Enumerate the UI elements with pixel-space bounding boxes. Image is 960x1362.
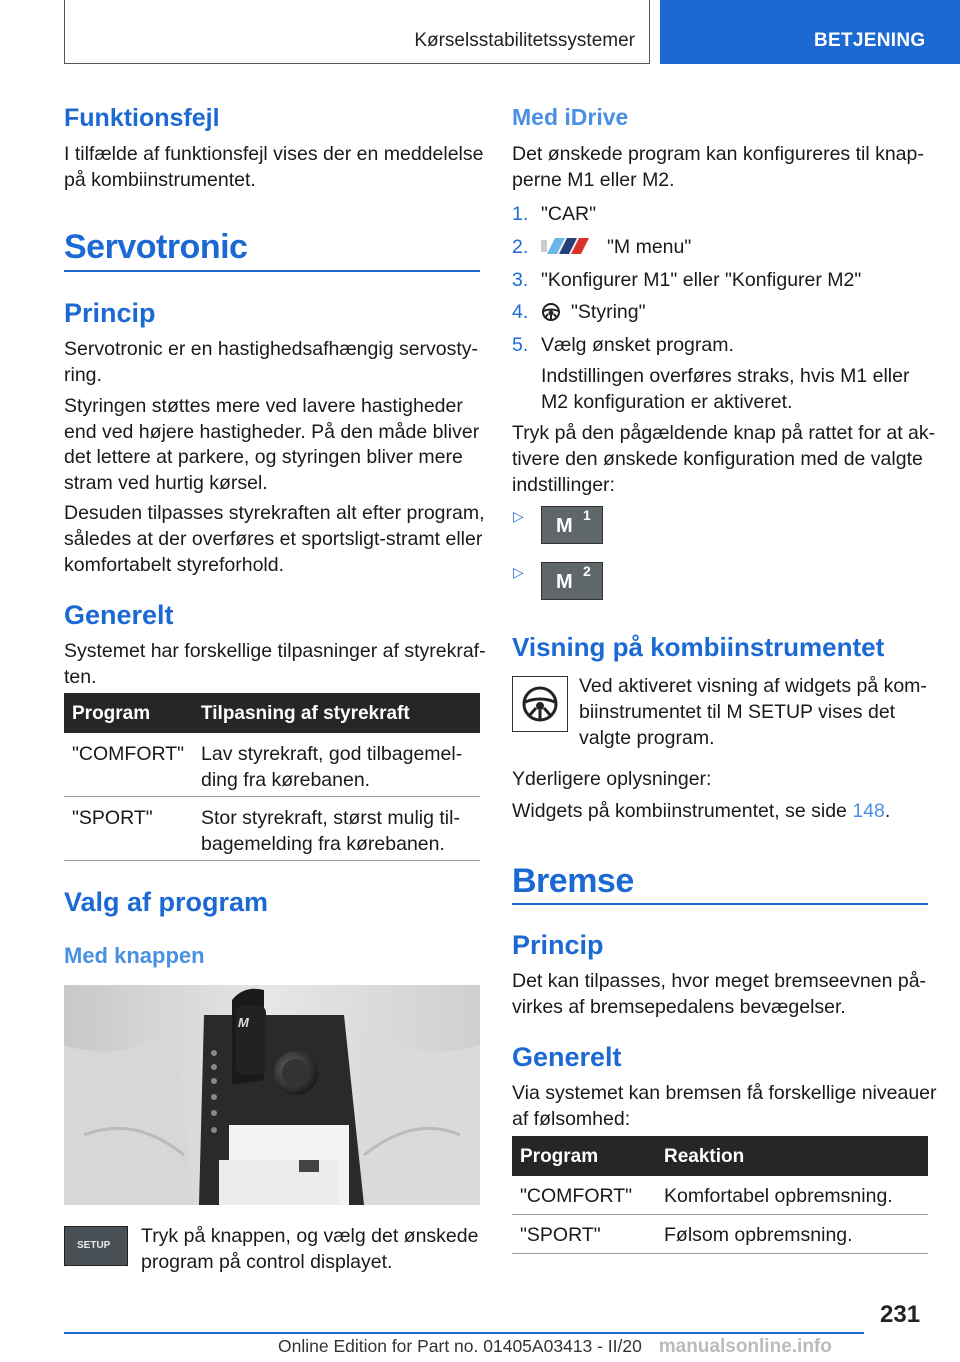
med-knappen-subheading: Med knappen <box>64 943 205 968</box>
table-header <box>64 693 480 733</box>
table-header <box>512 1136 928 1176</box>
m1-button-number: 1 <box>583 507 591 523</box>
step-text: "Konfigurer M1" eller "Konfigurer M2" <box>541 269 862 291</box>
styrekraft-table <box>64 693 480 861</box>
funktionsfejl-heading: Funktionsfejl <box>64 104 220 132</box>
setup-text: Tryk på knappen, og vælg det ønskede <box>141 1225 479 1247</box>
servotronic-heading: Servotronic <box>64 228 248 266</box>
table-row <box>512 1176 928 1215</box>
generelt-text: Systemet har forskellige tilpasninger af styrekraf- <box>64 640 486 662</box>
princip-text: Styringen støttes mere ved lavere hastigheder <box>64 395 463 417</box>
visning-text: valgte program. <box>579 727 715 749</box>
step-number: 4. <box>512 301 529 323</box>
setup-button-label: SETUP <box>77 1240 111 1251</box>
table-cell-desc: Følsom opbremsning. <box>664 1224 853 1246</box>
princip-text: det lettere at parkere, og styringen bliver mere <box>64 446 463 468</box>
funktionsfejl-text-2: på kombiinstrumentet. <box>64 169 256 191</box>
setup-text: program på control displayet. <box>141 1251 393 1273</box>
header-chapter-tab <box>660 0 960 64</box>
steering-wheel-icon <box>541 302 561 322</box>
m1-button-icon <box>541 506 603 544</box>
princip-right-text: virkes af bremsepedalens bevægelser. <box>512 996 846 1018</box>
generelt-heading-left: Generelt <box>64 600 174 630</box>
footer-edition <box>278 1336 832 1358</box>
m2-button-letter: M <box>556 571 573 593</box>
footer-rule <box>64 1332 864 1334</box>
servotronic-rule <box>64 270 480 272</box>
step-number: 3. <box>512 269 529 291</box>
page-reference-text: Widgets på kombiinstrumentet, se side <box>512 800 853 822</box>
step-number: 1. <box>512 203 529 225</box>
idrive-after-text: indstillinger: <box>512 474 615 496</box>
m2-button-icon <box>541 562 603 600</box>
table-cell-desc: ding fra kørebanen. <box>201 769 371 791</box>
more-info-label: Yderligere oplysninger: <box>512 768 712 790</box>
table-header-cell: Program <box>72 703 151 724</box>
steering-wheel-display-icon <box>512 676 568 732</box>
table-cell-desc: bagemelding fra kørebanen. <box>201 833 445 855</box>
table-cell-program: "SPORT" <box>72 807 153 829</box>
visning-text: Ved aktiveret visning af widgets på kom- <box>579 675 927 697</box>
setup-button-icon <box>64 1226 128 1266</box>
table-cell-desc: Stor styrekraft, størst mulig til- <box>201 807 460 829</box>
header-section-title: Kørselsstabilitetssystemer <box>414 30 635 51</box>
center-console-photo <box>64 985 480 1205</box>
princip-text: ring. <box>64 364 102 386</box>
princip-text: stram ved hurtig kørsel. <box>64 472 268 494</box>
step-note: Indstillingen overføres straks, hvis M1 eller <box>541 365 910 387</box>
step-text: "M menu" <box>607 236 692 258</box>
visning-heading: Visning på kombiinstrumentet <box>512 632 885 662</box>
page-reference-end: . <box>884 800 891 822</box>
princip-heading-right: Princip <box>512 930 604 960</box>
bremse-heading: Bremse <box>512 862 634 900</box>
generelt-right-text: Via systemet kan bremsen få forskellige niveauer <box>512 1082 937 1104</box>
princip-heading-left: Princip <box>64 298 156 328</box>
idrive-heading: Med iDrive <box>512 104 629 130</box>
step-text: Vælg ønsket program. <box>541 334 734 356</box>
table-header-cell: Program <box>520 1146 599 1167</box>
princip-text: komfortabelt styreforhold. <box>64 554 285 576</box>
table-cell-desc: Lav styrekraft, god tilbagemel- <box>201 743 463 765</box>
table-header-cell: Reaktion <box>664 1146 745 1167</box>
generelt-text: ten. <box>64 666 97 688</box>
funktionsfejl-text-1: I tilfælde af funktionsfejl vises der en meddelelse <box>64 143 484 165</box>
princip-text: end ved højere hastigheder. På den måde bliver <box>64 421 480 443</box>
bremse-rule <box>512 903 928 905</box>
bullet-arrow: ▷ <box>513 508 524 524</box>
footer-edition-text: Online Edition for Part no. 01405A03413 - II/20 <box>278 1336 642 1356</box>
idrive-after-text: tivere den ønskede konfiguration med de valgte <box>512 448 923 470</box>
princip-text: Servotronic er en hastighedsafhængig servosty- <box>64 338 479 360</box>
page-number: 231 <box>880 1301 921 1328</box>
bullet-arrow: ▷ <box>513 564 524 580</box>
page-reference <box>512 798 890 824</box>
shifter-m-logo: M <box>238 1015 249 1030</box>
step-number: 2. <box>512 236 529 258</box>
step-number: 5. <box>512 334 529 356</box>
generelt-heading-right: Generelt <box>512 1042 622 1072</box>
table-cell-program: "COMFORT" <box>520 1185 633 1207</box>
table-header-cell: Tilpasning af styrekraft <box>201 703 410 724</box>
table-cell-program: "SPORT" <box>520 1224 601 1246</box>
idrive-text: perne M1 eller M2. <box>512 169 675 191</box>
visning-text: biinstrumentet til M SETUP vises det <box>579 701 896 723</box>
table-cell-desc: Komfortabel opbremsning. <box>664 1185 893 1207</box>
princip-text: Desuden tilpasses styrekraften alt efter program, <box>64 502 485 524</box>
step-note: M2 konfiguration er aktiveret. <box>541 391 793 413</box>
reaktion-table <box>512 1136 928 1254</box>
m-stripes-icon <box>541 238 597 254</box>
valg-heading: Valg af program <box>64 887 269 917</box>
m2-button-number: 2 <box>583 563 591 579</box>
step-text: "Styring" <box>571 301 646 323</box>
generelt-right-text: af følsomhed: <box>512 1108 631 1130</box>
footer-watermark: manualsonline.info <box>658 1336 832 1357</box>
header-section-box <box>64 0 650 64</box>
table-row <box>64 733 480 797</box>
step-text: "CAR" <box>541 203 597 225</box>
table-row <box>64 797 480 861</box>
idrive-after-text: Tryk på den pågældende knap på rattet for at ak- <box>512 422 936 444</box>
header-chapter-title: BETJENING <box>814 30 926 51</box>
table-cell-program: "COMFORT" <box>72 743 185 765</box>
idrive-text: Det ønskede program kan konfigureres til knap- <box>512 143 924 165</box>
table-row <box>512 1215 928 1254</box>
princip-text: således at der overføres et sportsligt-stramt eller <box>64 528 483 550</box>
m1-button-letter: M <box>556 515 573 537</box>
princip-right-text: Det kan tilpasses, hvor meget bremseevnen på- <box>512 970 927 992</box>
page-reference-link[interactable]: 148 <box>852 800 885 822</box>
